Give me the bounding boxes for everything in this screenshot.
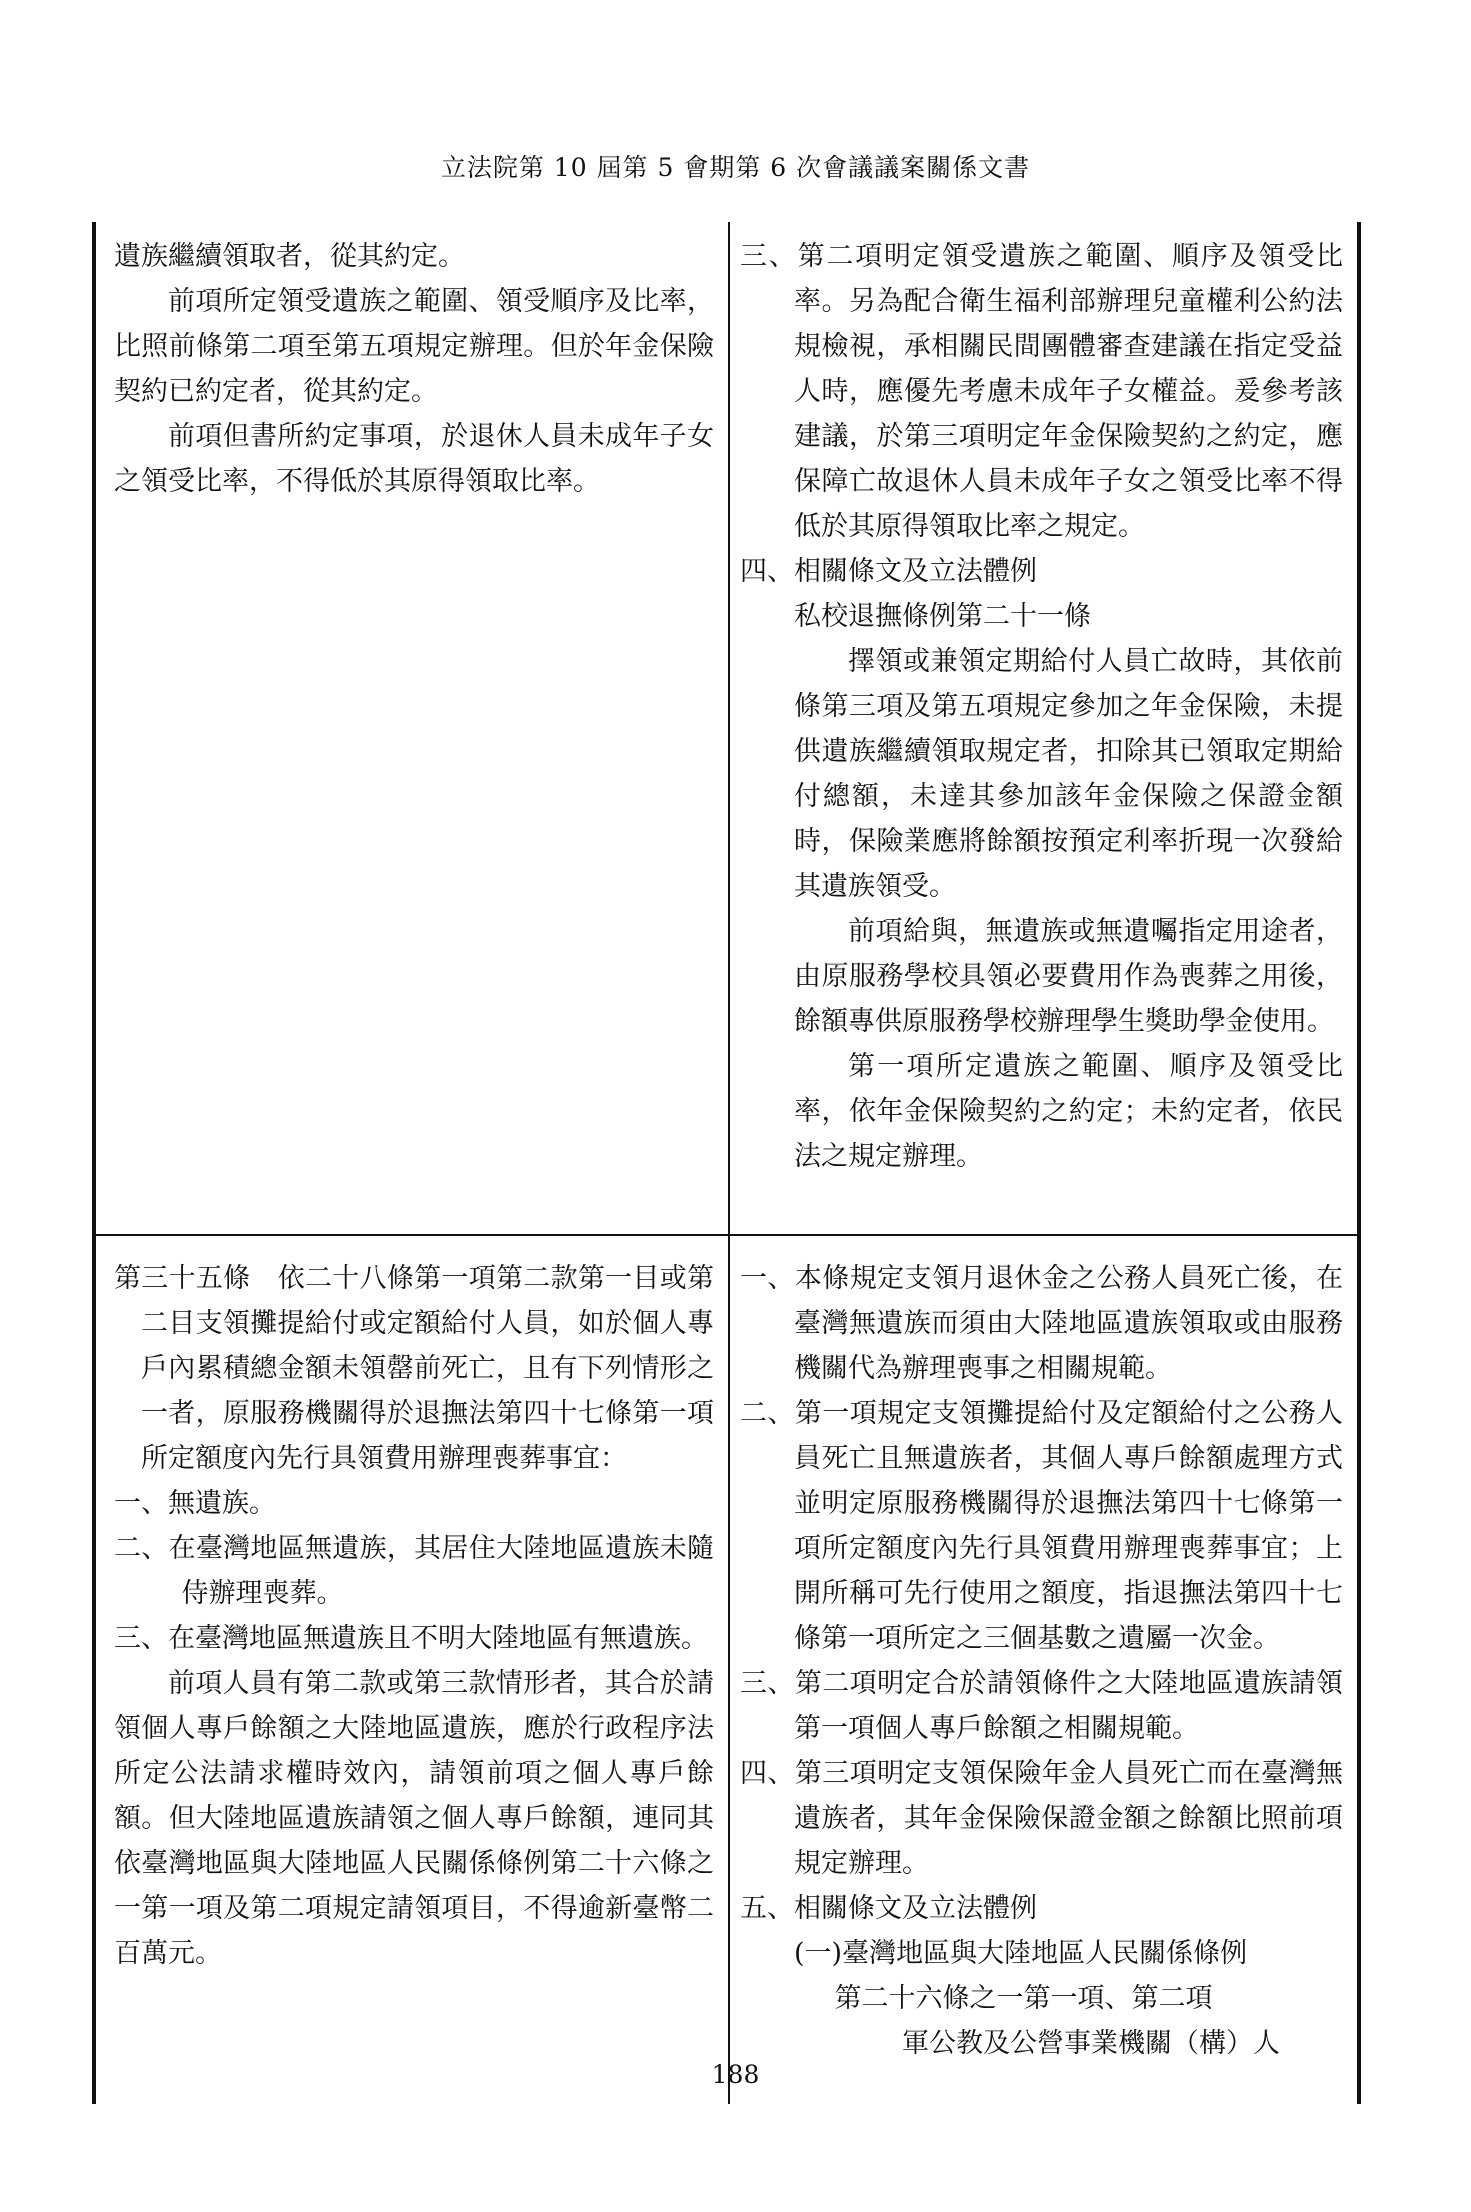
paragraph: 遺族繼續領取者，從其約定。 (114, 241, 465, 272)
list-item: 一、無遺族。 (114, 1488, 276, 1519)
numbered-item: 三、第二項明定領受遺族之範圍、順序及領受比率。另為配合衛生福利部辦理兒童權利公約法規檢視，承相關民間團體審查建議在指定受益人時，應優先考慮未成年子女權益。爰參考該建議，於第三項明定年金保險契約之約定，應保障亡故退休人員未成年子女之領受比率不得低於其原得領取比率之規定。 (740, 241, 1343, 542)
paragraph: 軍公教及公營事業機關（構）人 (902, 2028, 1280, 2059)
paragraph: 第一項所定遺族之範圍、順序及領受比率，依年金保險契約之約定；未約定者，依民法之規定辦理。 (794, 1051, 1343, 1172)
numbered-item: 五、相關條文及立法體例 (740, 1893, 1037, 1924)
article-text-cell (96, 1236, 730, 2104)
article-heading: 第三十五條 依二十八條第一項第二款第一目或第二目支領攤提給付或定額給付人員，如於個人專戶內累積總金額未領罄前死亡，且有下列情形之一者，原服務機關得於退撫法第四十七條第一項所定額度內先行具領費用辦理喪葬事宜： (114, 1263, 714, 1474)
numbered-item: 二、第一項規定支領攤提給付及定額給付之公務人員死亡且無遺族者，其個人專戶餘額處理方式並明定原服務機關得於退撫法第四十七條第一項所定額度內先行具領費用辦理喪葬事宜；上開所稱可先行使用之額度，指退撫法第四十七條第一項所定之三個基數之遺屬一次金。 (740, 1398, 1343, 1654)
list-item: 三、在臺灣地區無遺族且不明大陸地區有無遺族。 (114, 1623, 708, 1654)
numbered-item: 四、相關條文及立法體例 (740, 556, 1037, 587)
numbered-item: 四、第三項明定支領保險年金人員死亡而在臺灣無遺族者，其年金保險保證金額之餘額比照前項規定辦理。 (740, 1758, 1343, 1879)
table-row (96, 222, 1357, 1236)
comparison-table (92, 222, 1361, 2104)
explanation-cell (730, 222, 1357, 1234)
article-text-cell (96, 222, 730, 1234)
paragraph: 前項但書所約定事項，於退休人員未成年子女之領受比率，不得低於其原得領取比率。 (114, 421, 714, 497)
paragraph: 前項給與，無遺族或無遺囑指定用途者，由原服務學校具領必要費用作為喪葬之用後，餘額專供原服務學校辦理學生獎助學金使用。 (794, 916, 1343, 1037)
paragraph: 前項所定領受遺族之範圍、領受順序及比率，比照前條第二項至第五項規定辦理。但於年金保險契約已約定者，從其約定。 (114, 286, 714, 407)
paragraph: 擇領或兼領定期給付人員亡故時，其依前條第三項及第五項規定參加之年金保險，未提供遺族繼續領取規定者，扣除其已領取定期給付總額，未達其參加該年金保險之保證金額時，保險業應將餘額按預定利率折現一次發給其遺族領受。 (794, 646, 1343, 902)
reference-title: 私校退撫條例第二十一條 (794, 601, 1091, 632)
paragraph: 前項人員有第二款或第三款情形者，其合於請領個人專戶餘額之大陸地區遺族，應於行政程序法所定公法請求權時效內，請領前項之個人專戶餘額。但大陸地區遺族請領之個人專戶餘額，連同其依臺灣地區與大陸地區人民關係條例第二十六條之一第一項及第二項規定請領項目，不得逾新臺幣二百萬元。 (114, 1668, 714, 1969)
reference-title: (一)臺灣地區與大陸地區人民關係條例 (794, 1938, 1248, 1969)
explanation-cell (730, 1236, 1357, 2104)
reference-article: 第二十六條之一第一項、第二項 (834, 1983, 1213, 2014)
list-item: 二、在臺灣地區無遺族，其居住大陸地區遺族未隨侍辦理喪葬。 (114, 1533, 714, 1609)
page-number: 188 (711, 2060, 760, 2089)
numbered-item: 三、第二項明定合於請領條件之大陸地區遺族請領第一項個人專戶餘額之相關規範。 (740, 1668, 1343, 1744)
table-row (96, 1236, 1357, 2104)
page-header: 立法院第 10 屆第 5 會期第 6 次會議議案關係文書 (440, 153, 1031, 182)
numbered-item: 一、本條規定支領月退休金之公務人員死亡後，在臺灣無遺族而須由大陸地區遺族領取或由服務機關代為辦理喪事之相關規範。 (740, 1263, 1343, 1384)
